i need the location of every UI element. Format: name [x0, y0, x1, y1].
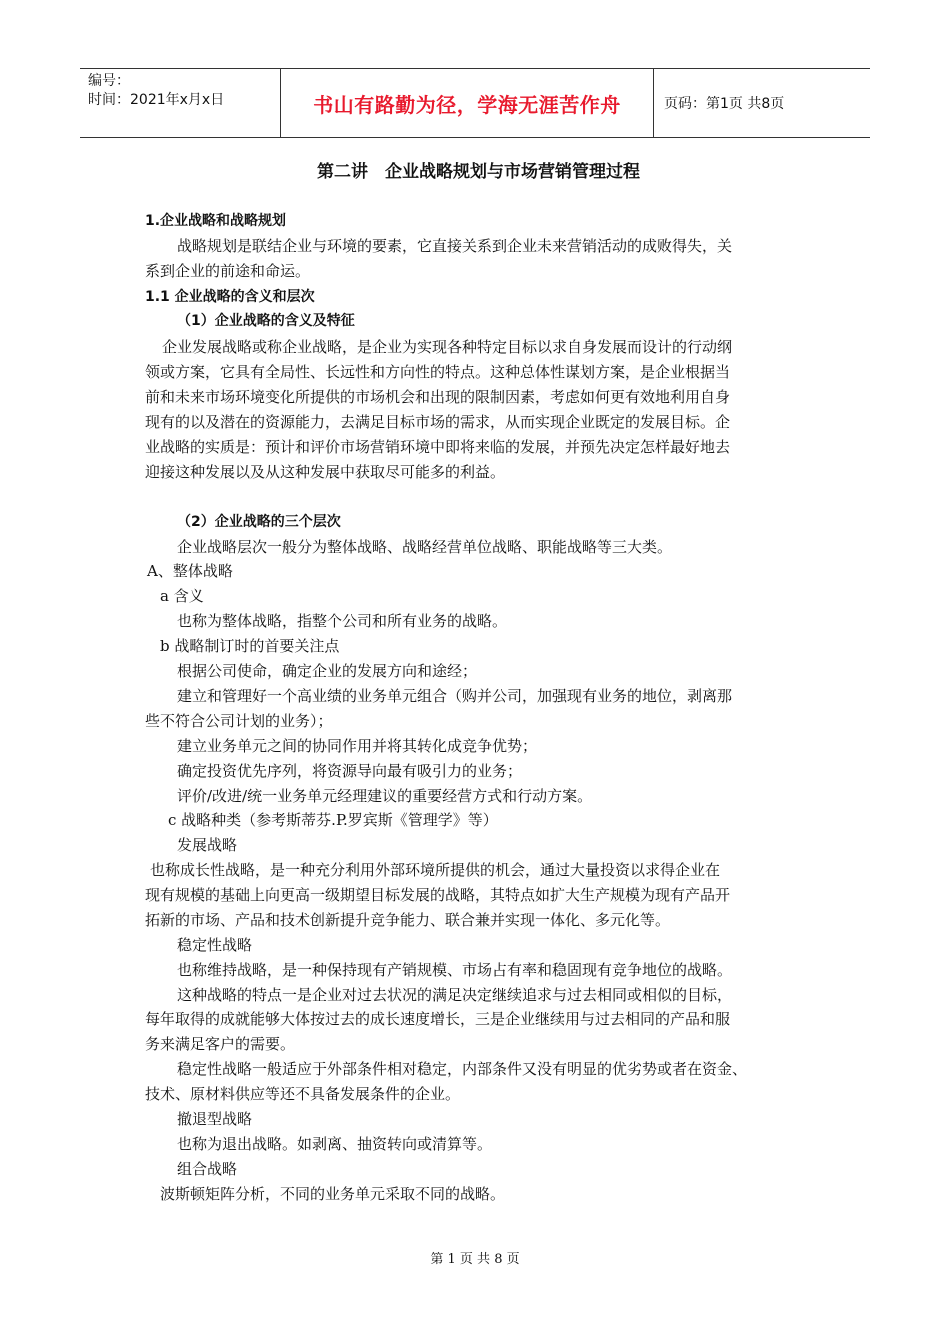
subsection-heading: （1）企业战略的含义及特征	[177, 313, 355, 329]
paragraph-line: 稳定性战略一般适应于外部条件相对稳定，内部条件又没有明显的优劣势或者在资金、	[177, 1060, 748, 1078]
section-heading: 1.企业战略和战略规划	[145, 213, 287, 229]
paragraph-line: 建立和管理好一个高业绩的业务单元组合（购并公司，加强现有业务的地位，剥离那	[177, 687, 733, 705]
paragraph-line: 组合战略	[177, 1160, 238, 1178]
paragraph-line: 也称为退出战略。如剥离、抽资转向或清算等。	[177, 1135, 493, 1153]
page-header	[80, 68, 870, 138]
document-title: 第二讲 企业战略规划与市场营销管理过程	[317, 162, 640, 182]
paragraph-line: 每年取得的成就能够大体按过去的成长速度增长，三是企业继续用与过去相同的产品和服	[145, 1010, 731, 1028]
paragraph-line: 波斯顿矩阵分析，不同的业务单元采取不同的战略。	[160, 1185, 506, 1203]
paragraph-line: 建立业务单元之间的协同作用并将其转化成竞争优势；	[177, 737, 538, 755]
paragraph-line: 些不符合公司计划的业务）；	[145, 712, 333, 730]
paragraph-line: 拓新的市场、产品和技术创新提升竞争能力、联合兼并实现一体化、多元化等。	[145, 911, 671, 929]
paragraph-line: 战略规划是联结企业与环境的要素，它直接关系到企业未来营销活动的成败得失，关	[177, 237, 733, 255]
paragraph-line: 技术、原材料供应等还不具备发展条件的企业。	[145, 1085, 461, 1103]
paragraph-line: 也称为整体战略，指整个公司和所有业务的战略。	[177, 612, 508, 630]
subsection-heading: 1.1 企业战略的含义和层次	[145, 289, 315, 305]
paragraph-line: 撤退型战略	[177, 1110, 253, 1128]
paragraph-line: 业战略的实质是：预计和评价市场营销环境中即将来临的发展，并预先决定怎样最好地去	[145, 438, 731, 456]
paragraph-line: 发展战略	[177, 836, 238, 854]
header-page-info: 页码：第1页 共8页	[664, 96, 785, 112]
paragraph-line: 前和未来市场环境变化所提供的市场机会和出现的限制因素，考虑如何更有效地利用自身	[145, 388, 731, 406]
paragraph-line: 现有的以及潜在的资源能力，去满足目标市场的需求，从而实现企业既定的发展目标。企	[145, 413, 731, 431]
time-label: 时间：2021年x月x日	[88, 92, 225, 108]
header-motto	[280, 69, 654, 137]
paragraph-line: 企业发展战略或称企业战略，是企业为实现各种特定目标以求自身发展而设计的行动纲	[162, 338, 733, 356]
paragraph-line: 评价/改进/统一业务单元经理建议的重要经营方式和行动方案。	[177, 787, 593, 805]
page-footer: 第 1 页 共 8 页	[430, 1252, 520, 1267]
paragraph-line: 也称维持战略，是一种保持现有产销规模、市场占有率和稳固现有竞争地位的战略。	[177, 961, 733, 979]
paragraph-line: 迎接这种发展以及从这种发展中获取尽可能多的利益。	[145, 463, 506, 481]
paragraph-line: b 战略制订时的首要关注点	[160, 637, 340, 655]
header-meta	[80, 69, 280, 137]
paragraph-line: 现有规模的基础上向更高一级期望目标发展的战略，其特点如扩大生产规模为现有产品开	[145, 886, 731, 904]
paragraph-line: a 含义	[160, 587, 204, 605]
paragraph-line: 稳定性战略	[177, 936, 253, 954]
paragraph-line: 企业战略层次一般分为整体战略、战略经营单位战略、职能战略等三大类。	[177, 538, 673, 556]
paragraph-line: 根据公司使命，确定企业的发展方向和途经；	[177, 662, 478, 680]
paragraph-line: 系到企业的前途和命运。	[145, 262, 311, 280]
paragraph-line: 务来满足客户的需要。	[145, 1035, 296, 1053]
number-label: 编号：	[88, 73, 130, 89]
paragraph-line: 也称成长性战略，是一种充分利用外部环境所提供的机会，通过大量投资以求得企业在	[150, 861, 721, 879]
motto-text: 书山有路勤为径，学海无涯苦作舟	[313, 92, 621, 117]
paragraph-line: 确定投资优先序列，将资源导向最有吸引力的业务；	[177, 762, 523, 780]
paragraph-line: A、整体战略	[147, 562, 233, 580]
subsection-heading: （2）企业战略的三个层次	[177, 514, 341, 530]
paragraph-line: 领或方案，它具有全局性、长远性和方向性的特点。这种总体性谋划方案，是企业根据当	[145, 363, 731, 381]
paragraph-line: c 战略种类（参考斯蒂芬.P.罗宾斯《管理学》等）	[168, 811, 498, 829]
paragraph-line: 这种战略的特点一是企业对过去状况的满足决定继续追求与过去相同或相似的目标，	[177, 986, 733, 1004]
